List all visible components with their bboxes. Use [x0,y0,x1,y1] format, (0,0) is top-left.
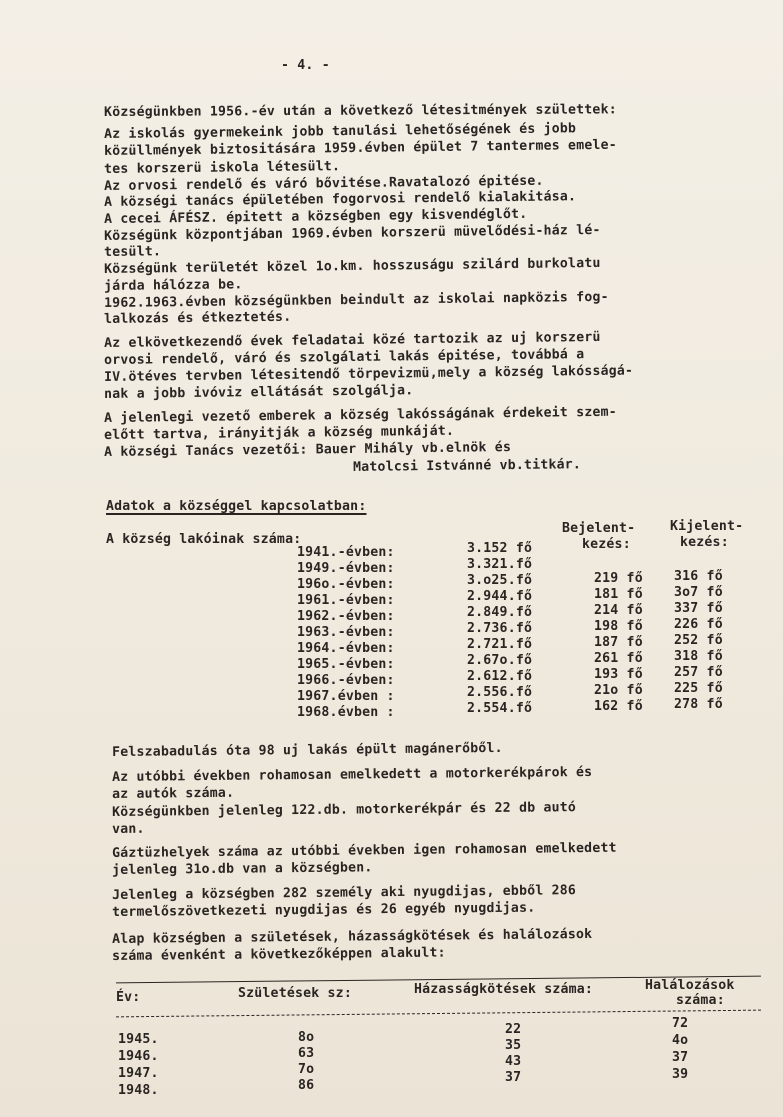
paragraph-line: közüllmények biztositására 1959.évben épület 7 tantermes emele- [104,137,617,159]
paragraph-line: 1962.1963.évben községünkben beindult az iskolai napközis fog- [104,289,609,311]
registration-in-cell: 198 fő [594,619,643,634]
deaths-cell: 72 [672,1016,689,1031]
year-cell: 1946. [118,1049,159,1064]
vital-year-header: Év: [116,990,141,1005]
year-cell: 1967.évben : [297,689,395,704]
registration-out-cell: 252 fő [674,633,723,648]
population-label: A község lakóinak száma: [106,532,302,547]
page-number: - 4. - [281,58,330,73]
paragraph-line: Az elkövetkezendő évek feladatai közé tartozik az uj korszerü [104,329,601,351]
year-cell: 1947. [118,1066,159,1081]
paragraph-line: Felszabadulás óta 98 uj lakás épült magánerőből. [112,740,503,760]
paragraph-line: IV.ötéves tervben létesitendő törpevizmü,mely a község lakósságá- [104,363,634,385]
vital-deaths-header: száma: [676,993,725,1008]
vital-deaths-header: Halálozások [645,978,735,993]
year-cell: 1949.-évben: [297,561,395,576]
registration-out-cell: 337 fő [674,601,723,616]
births-cell: 86 [298,1078,315,1093]
year-cell: 1948. [118,1083,159,1098]
births-cell: 7o [298,1062,315,1077]
paragraph-line: A községi Tanács vezetői: Bauer Mihály vb.elnök és [104,440,512,460]
year-cell: 1964.-évben: [297,641,395,656]
paragraph-line: Községünk központjában 1969.évben korszerü müvelődési-ház lé- [104,222,601,244]
births-cell: 63 [298,1046,315,1061]
population-cell: 3.o25.fő [467,573,533,588]
deaths-cell: 39 [672,1067,689,1082]
marriages-cell: 22 [505,1022,522,1037]
marriages-cell: 35 [505,1038,522,1053]
registration-out-header: Kijelent- [670,519,744,534]
registration-in-header: kezés: [582,537,631,552]
registration-out-header: kezés: [680,535,729,550]
year-cell: 1963.-évben: [297,625,395,640]
paragraph-line: jelenleg 31o.db van a községben. [112,860,373,878]
population-cell: 2.612.fő [467,669,533,684]
year-cell: 196o.-évben: [297,577,395,592]
year-cell: 1965.-évben: [297,657,395,672]
population-cell: 2.67o.fő [467,653,533,668]
year-cell: 1961.-évben: [297,593,395,608]
vital-births-header: Születések sz: [238,986,352,1001]
registration-in-header: Bejelent- [562,521,636,536]
registration-in-cell: 21o fő [594,683,643,698]
paragraph-line: termelőszövetkezeti nyugdijas és 26 egyéb nyugdijas. [112,900,536,920]
registration-in-cell: 162 fő [594,699,643,714]
paragraph-line: A jelenlegi vezető emberek a község lakósságának érdekeit szem- [104,404,617,426]
registration-in-cell: 181 fő [594,587,643,602]
population-cell: 2.554.fő [467,701,533,716]
table-header-rule [116,1010,761,1018]
paragraph-line: orvosi rendelő, váró és szolgálati lakás épitése, továbbá a [104,347,585,368]
population-cell: 2.849.fő [467,605,533,620]
paragraph-line: Az orvosi rendelő és váró bővitése.Ravatalozó épitése. [104,173,544,194]
deaths-cell: 4o [672,1033,689,1048]
paragraph-line: tes korszerü iskola létesült. [104,159,341,177]
paragraph-line: Alap községben a születések, házasságkötések és halálozások [112,926,593,947]
population-cell: 3.321.fő [467,557,533,572]
registration-in-cell: 193 fő [594,667,643,682]
heading: Községünkben 1956.-év után a következő létesitmények születtek: [104,102,617,120]
paragraph-line: A községi tanács épületében fogorvosi rendelő kialakitása. [104,189,577,210]
paragraph-line: Az iskolás gyermekeink jobb tanulási lehetőségének és jobb [104,121,577,142]
year-cell: 1941.-évben: [297,545,395,560]
registration-in-cell: 261 fő [594,651,643,666]
marriages-cell: 37 [505,1070,522,1085]
registration-out-cell: 257 fő [674,665,723,680]
registration-out-cell: 226 fő [674,617,723,632]
paragraph-line: Gáztüzhelyek száma az utóbbi években igen rohamosan emelkedett [112,840,617,861]
population-cell: 2.944.fő [467,589,533,604]
paragraph-line: száma évenként a következőképpen alakult: [112,945,446,964]
deaths-cell: 37 [672,1050,689,1065]
paragraph-line: lalkozás és étkeztetés. [104,309,292,327]
paragraph-line: Matolcsi Istvánné vb.titkár. [353,457,582,475]
paragraph-line: Az utóbbi években rohamosan emelkedett a motorkerékpárok és [112,764,593,785]
section-title: Adatok a községgel kapcsolatban: [106,499,367,514]
registration-out-cell: 3o7 fő [674,585,723,600]
paragraph-line: nak a jobb ivóviz ellátását szolgálja. [104,383,414,402]
population-cell: 2.721.fő [467,637,533,652]
marriages-cell: 43 [505,1054,522,1069]
registration-in-cell: 214 fő [594,603,643,618]
population-cell: 2.556.fő [467,685,533,700]
paragraph-line: az autók száma. [112,785,235,802]
paragraph-line: van. [112,821,145,837]
registration-out-cell: 278 fő [674,697,723,712]
registration-out-cell: 316 fő [674,569,723,584]
year-cell: 1966.-évben: [297,673,395,688]
population-cell: 2.736.fő [467,621,533,636]
year-cell: 1945. [118,1032,159,1047]
vital-marriages-header: Házasságkötések száma: [414,982,594,997]
paragraph-line: járda hálózza be. [104,277,243,294]
registration-in-cell: 219 fő [594,571,643,586]
paragraph-line: Községünk területét közel 1o.km. hosszuságu szilárd burkolatu [104,255,601,277]
year-cell: 1962.-évben: [297,609,395,624]
registration-in-cell: 187 fő [594,635,643,650]
registration-out-cell: 318 fő [674,649,723,664]
registration-out-cell: 225 fő [674,681,723,696]
paragraph-line: A cecei ÁFÉSZ. épitett a községben egy kisvendéglőt. [104,206,528,227]
paragraph-line: Községünkben jelenleg 122.db. motorkerékpár és 22 db autó [112,800,577,820]
paragraph-line: Jelenleg a községben 282 személy aki nyugdijas, ebből 286 [112,883,577,903]
year-cell: 1968.évben : [297,705,395,720]
population-cell: 3.152 fő [467,541,533,556]
paragraph-line: tesült. [104,244,162,260]
births-cell: 8o [298,1030,315,1045]
paragraph-line: előtt tartva, irányitják a község munkáját. [104,423,455,443]
